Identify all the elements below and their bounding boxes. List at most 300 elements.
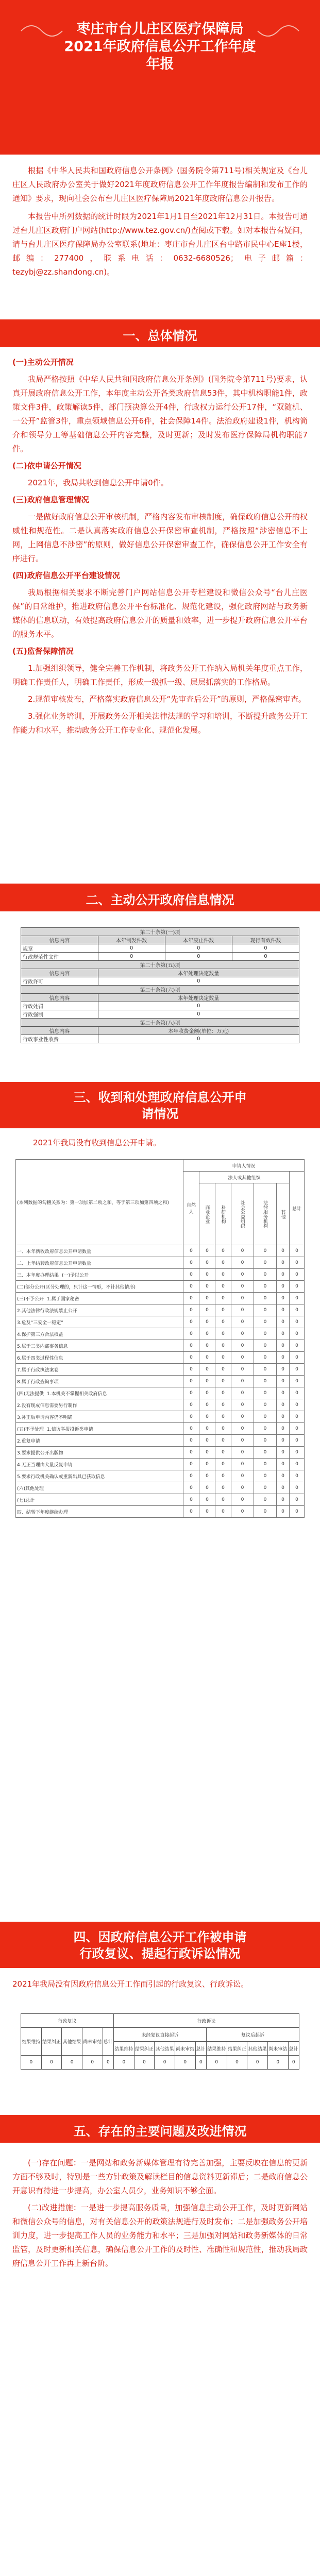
cell: 0: [206, 2056, 227, 2070]
cell: 0: [231, 1399, 254, 1411]
cell: 0: [199, 1376, 215, 1387]
row-sublabel: 1.信访举报投诉类申请: [47, 1427, 93, 1432]
section-5-body: [12, 2156, 308, 2274]
cell: 0: [199, 1257, 215, 1269]
application-table: [15, 1159, 305, 1518]
col-header: 商业企业: [199, 1183, 215, 1245]
cell: 0: [98, 1010, 299, 1019]
cell: 0: [215, 1269, 231, 1281]
section-banner: [0, 2115, 320, 2143]
cell: 0: [183, 1399, 199, 1411]
col-header: 法人或其他组织: [199, 1172, 290, 1183]
section-title: 五、存在的主要问题及改进情况: [73, 2124, 247, 2139]
table-row: [16, 1494, 305, 1506]
cell: 0: [215, 1352, 231, 1364]
paragraph: 一是做好政府信息公开审核机制，严格内容发布审核制度，确保政府信息公开的权威性和规范性。二是认真落实政府信息公开保密审查机制，严格按照“涉密信息不上网，上网信息不涉密”的原则，做好信息公开保密审查工作，确保信息公开工作安全有序进行。: [12, 512, 308, 563]
col-header: 本年制发件数: [98, 936, 165, 944]
cell: 0: [199, 1399, 215, 1411]
cell: 0: [215, 1423, 231, 1435]
cell: 0: [199, 1269, 215, 1281]
col-header: 现行有效件数: [232, 936, 299, 944]
report-title-line1: 枣庄市台儿庄区医疗保障局: [76, 21, 244, 37]
row-label: 7.属于行政执法案卷: [16, 1364, 183, 1376]
cell: 0: [290, 1447, 305, 1459]
col-header: 总计: [288, 2042, 299, 2056]
cell: 0: [199, 1435, 215, 1447]
cell: 0: [277, 1352, 290, 1364]
cell: 0: [277, 1506, 290, 1518]
report-header: [0, 0, 320, 155]
col-header: 结果纠正: [41, 2028, 62, 2056]
table-row: [16, 1340, 305, 1352]
col-header: 其他结果: [155, 2042, 175, 2056]
cell: 0: [247, 2056, 268, 2070]
cell: 0: [183, 1470, 199, 1482]
table-group-head: 第二十条第(一)项: [21, 928, 299, 936]
cell: 0: [290, 1387, 305, 1399]
row-label: (四)无法提供 1.本机关不掌握相关政府信息: [16, 1387, 183, 1399]
row-sublabel: (一)予以公开: [62, 1273, 89, 1278]
col-header: 信息内容: [21, 994, 98, 1002]
cell: 0: [290, 1459, 305, 1470]
col-header: 结果维持: [113, 2042, 134, 2056]
cell: 0: [82, 2056, 103, 2070]
table-row: [16, 1506, 305, 1518]
cell: 0: [290, 1257, 305, 1269]
cell: 0: [215, 1435, 231, 1447]
cell: 0: [231, 1494, 254, 1506]
cell: 0: [277, 1470, 290, 1482]
cell: 0: [183, 1494, 199, 1506]
cell: 0: [231, 1269, 254, 1281]
review-litigation-table: [21, 2013, 299, 2070]
cell: 0: [199, 1281, 215, 1293]
cell: 0: [215, 1304, 231, 1316]
col-header: 本年收费金额(单位：万元): [98, 1027, 299, 1035]
row-label: 三、本年度办理结果 (一)予以公开: [16, 1269, 183, 1281]
cell: 0: [290, 1328, 305, 1340]
cell: 0: [215, 1328, 231, 1340]
cell: 0: [231, 1435, 254, 1447]
cell: 0: [183, 1316, 199, 1328]
cell: 0: [231, 1423, 254, 1435]
cell: 0: [199, 1411, 215, 1423]
col-header: 总计: [195, 2042, 206, 2056]
cell: 0: [215, 1482, 231, 1494]
cell: 行政许可: [21, 977, 98, 986]
cell: 0: [183, 1328, 199, 1340]
cell: 0: [199, 1482, 215, 1494]
cell: 规章: [21, 944, 98, 953]
intro-text: [12, 164, 308, 283]
cell: 0: [254, 1387, 277, 1399]
cell: 0: [277, 1423, 290, 1435]
cell: 0: [183, 1435, 199, 1447]
table-row: [16, 1459, 305, 1470]
cell: 0: [232, 944, 299, 953]
section-title: 二、主动公开政府信息情况: [86, 893, 234, 907]
row-label: 3.补正后申请内容仍不明确: [16, 1411, 183, 1423]
cell: 0: [199, 1494, 215, 1506]
table-row: [16, 1411, 305, 1423]
paragraph: 我局根据相关要求不断完善门户网站信息公开专栏建设和微信公众号“台儿庄医保”的日常维护，推进政府信息公开平台标准化、规范化建设，强化政府网站与政务新媒体的信息联动，有效提高政府信息公开的质量和效率，进一步提升政府信息公开平台的服务水平。: [12, 588, 308, 639]
table-row: [16, 1470, 305, 1482]
cell: 0: [98, 1002, 299, 1010]
table-row: [21, 2056, 299, 2070]
cell: 0: [155, 2056, 175, 2070]
cell: 0: [254, 1364, 277, 1376]
cell: 0: [277, 1459, 290, 1470]
table-row: [21, 953, 299, 961]
table-row: [16, 1435, 305, 1447]
table-row: [16, 1376, 305, 1387]
cell: 0: [231, 1364, 254, 1376]
cell: 0: [199, 1293, 215, 1304]
cell: 0: [183, 1269, 199, 1281]
cell: 0: [290, 1423, 305, 1435]
cell: 0: [183, 1293, 199, 1304]
table-row: [16, 1245, 305, 1257]
cell: 0: [277, 1281, 290, 1293]
table-row: [16, 1447, 305, 1459]
cell: 0: [215, 1447, 231, 1459]
col-header: 尚未审结: [82, 2028, 103, 2056]
cell: 0: [290, 1340, 305, 1352]
cell: 0: [254, 1328, 277, 1340]
cell: 0: [183, 1459, 199, 1470]
cell: 行政规范性文件: [21, 953, 98, 961]
cell: 0: [165, 944, 232, 953]
row-label: 6.属于四类过程性信息: [16, 1352, 183, 1364]
col-header: 本年处理决定数量: [98, 969, 299, 977]
cell: 0: [290, 1435, 305, 1447]
row-label: 一、本年新收政府信息公开申请数量: [16, 1245, 183, 1257]
cell: 0: [290, 1352, 305, 1364]
cell: 0: [254, 1340, 277, 1352]
table-row: [16, 1364, 305, 1376]
row-label: 8.属于行政查询事项: [16, 1376, 183, 1387]
row-label: 5.要求行政机关确认或重新出具已获取信息: [16, 1470, 183, 1482]
paragraph: 2.规范审核发布，严格落实政府信息公开“先审查后公开”的原则，严格保密审查。: [28, 694, 306, 704]
cell: 0: [231, 1459, 254, 1470]
cell: 0: [277, 1494, 290, 1506]
cell: 0: [290, 1399, 305, 1411]
cell: 0: [199, 1506, 215, 1518]
row-label: 5.属于三类内部事务信息: [16, 1340, 183, 1352]
section-title-cont: 请情况: [141, 1107, 179, 1121]
cell: 0: [199, 1470, 215, 1482]
table-row: [16, 1269, 305, 1281]
cell: 0: [254, 1435, 277, 1447]
cell: 0: [254, 1304, 277, 1316]
section-banner: [0, 884, 320, 911]
cell: 0: [277, 1387, 290, 1399]
col-header: 总计: [290, 1172, 305, 1245]
table-row: [16, 1316, 305, 1328]
section-title: 一、总体情况: [123, 329, 197, 343]
cell: 0: [215, 1340, 231, 1352]
col-header: 总计: [103, 2028, 113, 2056]
cell: 0: [254, 1459, 277, 1470]
paragraph: (二)改进措施：一是进一步提高服务质量，加强信息主动公开工作，及时更新网站和微信公众号的信息，对有关信息公开的政策法规进行及时发布；二是加强政务公开培训力度，进一步提高工作人员的业务能力和水平；三是加强对网站和政务新媒体的日常监管，及时更新相关信息，确保信息公开工作的及时性、准确性和规范性，推动我局政府信息公开工作再上新台阶。: [12, 2203, 308, 2268]
table-group-head: 第二十条第(五)项: [21, 961, 299, 969]
cell: 0: [254, 1293, 277, 1304]
cell: 0: [199, 1328, 215, 1340]
row-sublabel: 1.属于国家秘密: [47, 1296, 79, 1302]
cell: 0: [165, 953, 232, 961]
cell: 0: [254, 1482, 277, 1494]
section-1-body: [12, 355, 308, 740]
cell: 0: [254, 1447, 277, 1459]
paragraph: 3.强化业务培训，开展政务公开相关法律法规的学习和培训，不断提升政务公开工作能力和水平，推动政务公开工作专业化、规范化发展。: [12, 711, 308, 735]
col-group-header: 复议后起诉: [206, 2028, 299, 2042]
cell: 0: [254, 1423, 277, 1435]
cell: 0: [288, 2056, 299, 2070]
row-sublabel: 1.本机关不掌握相关政府信息: [47, 1391, 107, 1397]
col-header: 其他结果: [247, 2042, 268, 2056]
cell: 0: [183, 1482, 199, 1494]
col-header: 信息内容: [21, 936, 98, 944]
cell: 0: [231, 1387, 254, 1399]
cell: 0: [254, 1257, 277, 1269]
row-label: 四、结转下年度继续办理: [16, 1506, 183, 1518]
subsection-title: (三)政府信息管理情况: [12, 495, 89, 504]
table-row: [16, 1482, 305, 1494]
cell: 0: [183, 1340, 199, 1352]
cell: 0: [215, 1316, 231, 1328]
row-label: (二)部分公开(区分处理的，只计这一情形，不计其他情形): [16, 1281, 183, 1293]
cell: 0: [227, 2056, 247, 2070]
table-row: [21, 977, 299, 986]
cell: 0: [183, 1376, 199, 1387]
cell: 0: [290, 1411, 305, 1423]
cell: 行政事业性收费: [21, 1035, 98, 1043]
cell: 0: [195, 2056, 206, 2070]
cell: 0: [277, 1376, 290, 1387]
cell: 0: [113, 2056, 134, 2070]
section-banner: [0, 319, 320, 347]
subsection-title: (五)监督保障情况: [12, 647, 74, 656]
cell: 0: [183, 1281, 199, 1293]
cell: 0: [231, 1376, 254, 1387]
cell: 0: [277, 1340, 290, 1352]
cell: 0: [199, 1447, 215, 1459]
cell: 0: [277, 1411, 290, 1423]
cell: 0: [254, 1411, 277, 1423]
cell: 0: [277, 1269, 290, 1281]
cell: 0: [277, 1328, 290, 1340]
row-label: 2.没有现成信息需要另行制作: [16, 1399, 183, 1411]
cell: 0: [277, 1447, 290, 1459]
cell: 0: [215, 1494, 231, 1506]
cell: 0: [231, 1506, 254, 1518]
cell: 0: [199, 1352, 215, 1364]
cell: 行政处罚: [21, 1002, 98, 1010]
table-row: [16, 1387, 305, 1399]
table-row: [21, 944, 299, 953]
cell: 0: [277, 1482, 290, 1494]
cell: 0: [254, 1376, 277, 1387]
cell: 0: [199, 1423, 215, 1435]
cell: 0: [21, 2056, 42, 2070]
cell: 0: [231, 1328, 254, 1340]
row-label: 2.其他法律行政法规禁止公开: [16, 1304, 183, 1316]
cell: 0: [231, 1352, 254, 1364]
section-title-cont: 行政复议、提起行政诉讼情况: [79, 1946, 241, 1961]
paragraph: 1.加强组织领导，健全完善工作机制，将政务公开工作纳入局机关年度重点工作，明确工作责任人，明确工作责任，形成一级抓一级、层层抓落实的工作格局。: [12, 664, 308, 687]
cell: 0: [199, 1364, 215, 1376]
cell: 0: [231, 1411, 254, 1423]
cell: 0: [183, 1506, 199, 1518]
col-header: 自然人: [183, 1172, 199, 1245]
table-group-head: 第二十条第(八)项: [21, 1019, 299, 1027]
cell: 0: [215, 1376, 231, 1387]
col-header: 科研机构: [215, 1183, 231, 1245]
col-header: 法律服务机构: [254, 1183, 277, 1245]
table-corner: (本列数据的勾稽关系为：第一项加第二项之和，等于第三项加第四项之和): [16, 1160, 183, 1245]
cell: 0: [62, 2056, 82, 2070]
cell: 0: [199, 1459, 215, 1470]
col-header: 结果纠正: [227, 2042, 247, 2056]
cell: 0: [199, 1340, 215, 1352]
col-header: 本年处理决定数量: [98, 994, 299, 1002]
cell: 0: [134, 2056, 155, 2070]
section-title: 三、收到和处理政府信息公开申: [73, 1090, 247, 1105]
cell: 0: [277, 1316, 290, 1328]
cell: 0: [199, 1316, 215, 1328]
cell: 0: [277, 1364, 290, 1376]
cell: 0: [199, 1387, 215, 1399]
col-header: 结果纠正: [134, 2042, 155, 2056]
cell: 0: [254, 1352, 277, 1364]
cell: 0: [277, 1435, 290, 1447]
cell: 0: [215, 1459, 231, 1470]
cell: 0: [232, 953, 299, 961]
table-row: [16, 1293, 305, 1304]
cell: 0: [231, 1447, 254, 1459]
section-4-note: 2021年我局没有因政府信息公开工作而引起的行政复议、行政诉讼。: [12, 1979, 249, 1989]
col-header: 结果维持: [206, 2042, 227, 2056]
section-3-note: 2021年我局没有收到信息公开申请。: [33, 1138, 161, 1147]
table-row: [16, 1399, 305, 1411]
row-label: (七)总计: [16, 1494, 183, 1506]
paragraph: 我局严格按照《中华人民共和国政府信息公开条例》(国务院令第711号)要求，认真开展政府信息公开工作，本年度主动公开各类政府信息53件，其中机构职能1件，政策文件3件，政策解读5件，部门预决算公开4件，行政权力运行公开17件，“双随机、一公开”监管3件，重点领域信息公开6件，社会保障14件。法治政府建设1件，机构简介和领导分工等基础信息公开内容完整，及时更新；及时发布医疗保障局机构职能7件。: [12, 375, 308, 453]
section-title: 四、因政府信息公开工作被申请: [73, 1930, 247, 1944]
cell: 0: [290, 1304, 305, 1316]
cell: 0: [290, 1494, 305, 1506]
table-row: [16, 1352, 305, 1364]
cell: 0: [277, 1293, 290, 1304]
proactive-disclosure-table: [21, 927, 299, 1043]
table-row: [21, 1010, 299, 1019]
cell: 0: [290, 1281, 305, 1293]
ornament-right-icon: [255, 21, 301, 41]
table-group-head: 第二十条第(六)项: [21, 986, 299, 994]
cell: 0: [215, 1506, 231, 1518]
cell: 0: [254, 1316, 277, 1328]
cell: 0: [98, 1035, 299, 1043]
cell: 0: [98, 944, 165, 953]
col-header: 其他: [277, 1183, 290, 1245]
cell: 0: [290, 1470, 305, 1482]
cell: 0: [199, 1245, 215, 1257]
col-group-header: 申请人情况: [183, 1160, 305, 1172]
col-header: 结果维持: [21, 2028, 42, 2056]
cell: 0: [183, 1304, 199, 1316]
subsection-title: (一)主动公开情况: [12, 358, 74, 367]
cell: 0: [254, 1494, 277, 1506]
cell: 0: [290, 1482, 305, 1494]
cell: 0: [175, 2056, 195, 2070]
table-row: [16, 1304, 305, 1316]
cell: 0: [215, 1364, 231, 1376]
cell: 0: [231, 1316, 254, 1328]
cell: 0: [231, 1245, 254, 1257]
row-label: (六)其他处理: [16, 1482, 183, 1494]
cell: 0: [290, 1364, 305, 1376]
section-banner: [0, 1082, 320, 1128]
cell: 0: [183, 1387, 199, 1399]
cell: 0: [231, 1293, 254, 1304]
cell: 0: [290, 1506, 305, 1518]
intro-paragraph: 根据《中华人民共和国政府信息公开条例》(国务院令第711号)相关规定及《台儿庄区人民政府办公室关于做好2021年度政府信息公开工作年度报告编制和发布工作的通知》要求，现向社会公布台儿庄区医疗保障局2021年度政府信息公开报告。: [12, 166, 308, 203]
cell: 0: [267, 2056, 288, 2070]
cell: 0: [183, 1447, 199, 1459]
col-group-header: 行政复议: [21, 2014, 114, 2028]
subsection-title: (四)政府信息公开平台建设情况: [12, 571, 120, 580]
cell: 0: [98, 977, 299, 986]
col-header: 本年废止件数: [165, 936, 232, 944]
cell: 0: [215, 1257, 231, 1269]
cell: 0: [183, 1364, 199, 1376]
cell: 0: [231, 1470, 254, 1482]
cell: 0: [254, 1245, 277, 1257]
cell: 0: [231, 1482, 254, 1494]
row-label: 2.重复申请: [16, 1435, 183, 1447]
table-row: [16, 1257, 305, 1269]
cell: 0: [290, 1376, 305, 1387]
col-header: 信息内容: [21, 1027, 98, 1035]
cell: 0: [183, 1411, 199, 1423]
cell: 0: [183, 1257, 199, 1269]
cell: 0: [215, 1399, 231, 1411]
col-header: 信息内容: [21, 969, 98, 977]
cell: 0: [254, 1281, 277, 1293]
col-header: 尚未审结: [175, 2042, 195, 2056]
col-group-header: 行政诉讼: [113, 2014, 299, 2028]
cell: 0: [103, 2056, 113, 2070]
row-label: 二、上年结转政府信息公开申请数量: [16, 1257, 183, 1269]
row-label: (五)不予处理 1.信访举报投诉类申请: [16, 1423, 183, 1435]
cell: 0: [215, 1293, 231, 1304]
section-banner: [0, 1922, 320, 1968]
cell: 0: [231, 1340, 254, 1352]
cell: 行政强制: [21, 1010, 98, 1019]
cell: 0: [183, 1423, 199, 1435]
ornament-left-icon: [19, 21, 65, 41]
cell: 0: [254, 1470, 277, 1482]
cell: 0: [277, 1399, 290, 1411]
col-header: 其他结果: [62, 2028, 82, 2056]
cell: 0: [215, 1411, 231, 1423]
cell: 0: [215, 1245, 231, 1257]
table-row: [16, 1423, 305, 1435]
row-label: 4.保护第三方合法权益: [16, 1328, 183, 1340]
cell: 0: [290, 1293, 305, 1304]
cell: 0: [215, 1387, 231, 1399]
cell: 0: [183, 1352, 199, 1364]
cell: 0: [290, 1245, 305, 1257]
